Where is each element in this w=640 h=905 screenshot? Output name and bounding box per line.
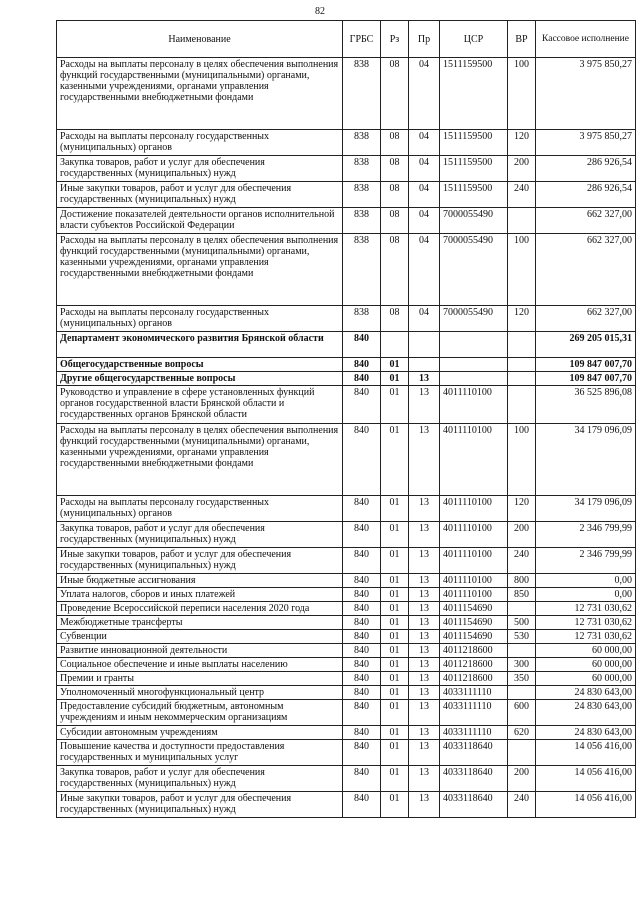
cell-name: Закупка товаров, работ и услуг для обеспечения государственных (муниципальных) нужд <box>57 766 343 792</box>
cell-pr: 13 <box>409 792 440 818</box>
cell-vr <box>508 386 536 424</box>
header-name: Наименование <box>57 21 343 58</box>
cell-csr: 4011154690 <box>440 630 508 644</box>
cell-rz: 01 <box>381 766 409 792</box>
cell-amount: 109 847 007,70 <box>536 358 636 372</box>
cell-csr: 4033111110 <box>440 726 508 740</box>
cell-csr: 4011110100 <box>440 548 508 574</box>
cell-grbs: 840 <box>343 630 381 644</box>
table-row <box>57 234 636 306</box>
cell-grbs: 840 <box>343 588 381 602</box>
cell-amount: 60 000,00 <box>536 658 636 672</box>
cell-pr: 13 <box>409 726 440 740</box>
cell-rz: 01 <box>381 372 409 386</box>
table-row <box>57 496 636 522</box>
cell-rz: 01 <box>381 792 409 818</box>
cell-amount: 662 327,00 <box>536 306 636 332</box>
cell-name: Уполномоченный многофункциональный центр <box>57 686 343 700</box>
cell-rz: 01 <box>381 630 409 644</box>
cell-grbs: 838 <box>343 182 381 208</box>
cell-name: Премии и гранты <box>57 672 343 686</box>
cell-grbs: 840 <box>343 686 381 700</box>
cell-rz: 01 <box>381 740 409 766</box>
cell-name: Иные закупки товаров, работ и услуг для обеспечения государственных (муниципальных) нужд <box>57 792 343 818</box>
cell-amount: 12 731 030,62 <box>536 602 636 616</box>
cell-name: Иные бюджетные ассигнования <box>57 574 343 588</box>
cell-vr: 240 <box>508 792 536 818</box>
cell-csr: 4011110100 <box>440 496 508 522</box>
cell-name: Проведение Всероссийской переписи населения 2020 года <box>57 602 343 616</box>
cell-grbs: 838 <box>343 58 381 130</box>
table-row <box>57 332 636 358</box>
cell-grbs: 840 <box>343 386 381 424</box>
cell-csr: 4033118640 <box>440 740 508 766</box>
cell-csr: 4011218600 <box>440 644 508 658</box>
cell-name: Достижение показателей деятельности органов исполнительной власти субъектов Российской Федерации <box>57 208 343 234</box>
cell-name: Иные закупки товаров, работ и услуг для обеспечения государственных (муниципальных) нужд <box>57 182 343 208</box>
cell-csr: 1511159500 <box>440 58 508 130</box>
cell-pr: 13 <box>409 740 440 766</box>
cell-vr: 100 <box>508 58 536 130</box>
cell-pr: 13 <box>409 766 440 792</box>
table-row <box>57 700 636 726</box>
cell-csr: 4011110100 <box>440 574 508 588</box>
page-number: 82 <box>315 6 325 17</box>
table-row <box>57 522 636 548</box>
cell-vr: 120 <box>508 306 536 332</box>
cell-amount: 662 327,00 <box>536 234 636 306</box>
cell-rz: 01 <box>381 616 409 630</box>
cell-amount: 0,00 <box>536 588 636 602</box>
cell-vr: 120 <box>508 496 536 522</box>
table-row <box>57 156 636 182</box>
cell-amount: 0,00 <box>536 574 636 588</box>
table-row <box>57 548 636 574</box>
cell-amount: 269 205 015,31 <box>536 332 636 358</box>
cell-pr: 13 <box>409 424 440 496</box>
cell-rz: 08 <box>381 182 409 208</box>
cell-grbs: 840 <box>343 548 381 574</box>
cell-name: Расходы на выплаты персоналу в целях обеспечения выполнения функций государственными (муниципальными) органами, казенными учреждениями, органами управления государственными внебюджетными фондами <box>57 58 343 130</box>
cell-grbs: 840 <box>343 522 381 548</box>
cell-grbs: 840 <box>343 574 381 588</box>
cell-amount: 60 000,00 <box>536 644 636 658</box>
cell-rz: 01 <box>381 548 409 574</box>
cell-name: Межбюджетные трансферты <box>57 616 343 630</box>
cell-pr: 13 <box>409 700 440 726</box>
header-amount: Кассовое исполнение <box>536 21 636 58</box>
cell-rz: 01 <box>381 574 409 588</box>
cell-vr: 850 <box>508 588 536 602</box>
cell-name: Общегосударственные вопросы <box>57 358 343 372</box>
cell-grbs: 838 <box>343 208 381 234</box>
cell-name: Расходы на выплаты персоналу в целях обеспечения выполнения функций государственными (муниципальными) органами, казенными учреждениями, органами управления государственными внебюджетными фондами <box>57 234 343 306</box>
cell-pr: 13 <box>409 548 440 574</box>
cell-vr: 100 <box>508 234 536 306</box>
cell-grbs: 840 <box>343 602 381 616</box>
cell-amount: 286 926,54 <box>536 182 636 208</box>
cell-vr: 200 <box>508 766 536 792</box>
cell-csr: 4011218600 <box>440 658 508 672</box>
table-row <box>57 672 636 686</box>
table-row <box>57 644 636 658</box>
cell-name: Предоставление субсидий бюджетным, автономным учреждениям и иным некоммерческим организациям <box>57 700 343 726</box>
cell-grbs: 840 <box>343 792 381 818</box>
cell-rz: 01 <box>381 496 409 522</box>
cell-rz: 01 <box>381 726 409 740</box>
cell-name: Департамент экономического развития Брянской области <box>57 332 343 358</box>
cell-pr <box>409 358 440 372</box>
cell-csr: 1511159500 <box>440 156 508 182</box>
cell-vr: 350 <box>508 672 536 686</box>
table-row <box>57 358 636 372</box>
cell-rz: 01 <box>381 588 409 602</box>
cell-name: Закупка товаров, работ и услуг для обеспечения государственных (муниципальных) нужд <box>57 156 343 182</box>
cell-pr: 13 <box>409 686 440 700</box>
cell-pr: 13 <box>409 616 440 630</box>
cell-csr: 4011110100 <box>440 424 508 496</box>
cell-pr: 04 <box>409 58 440 130</box>
cell-vr: 500 <box>508 616 536 630</box>
cell-amount: 36 525 896,08 <box>536 386 636 424</box>
cell-name: Иные закупки товаров, работ и услуг для обеспечения государственных (муниципальных) нужд <box>57 548 343 574</box>
table-row <box>57 726 636 740</box>
cell-csr <box>440 358 508 372</box>
cell-rz <box>381 332 409 358</box>
cell-amount: 34 179 096,09 <box>536 496 636 522</box>
cell-csr: 7000055490 <box>440 208 508 234</box>
cell-amount: 2 346 799,99 <box>536 548 636 574</box>
header-rz: Рз <box>381 21 409 58</box>
cell-csr: 4011110100 <box>440 588 508 602</box>
cell-csr: 4011218600 <box>440 672 508 686</box>
header-grbs: ГРБС <box>343 21 381 58</box>
cell-csr: 4011154690 <box>440 616 508 630</box>
cell-csr: 4011110100 <box>440 522 508 548</box>
cell-csr: 4033111110 <box>440 686 508 700</box>
cell-rz: 01 <box>381 700 409 726</box>
table-header-row <box>57 21 636 58</box>
cell-amount: 3 975 850,27 <box>536 58 636 130</box>
cell-grbs: 838 <box>343 234 381 306</box>
table-row <box>57 372 636 386</box>
cell-rz: 01 <box>381 386 409 424</box>
cell-rz: 01 <box>381 686 409 700</box>
table-row <box>57 740 636 766</box>
cell-vr: 200 <box>508 156 536 182</box>
cell-csr: 4033111110 <box>440 700 508 726</box>
budget-table <box>56 20 636 818</box>
cell-pr: 13 <box>409 672 440 686</box>
cell-rz: 01 <box>381 602 409 616</box>
table-row <box>57 424 636 496</box>
cell-amount: 12 731 030,62 <box>536 616 636 630</box>
cell-amount: 60 000,00 <box>536 672 636 686</box>
header-csr: ЦСР <box>440 21 508 58</box>
cell-grbs: 838 <box>343 130 381 156</box>
table-row <box>57 616 636 630</box>
cell-pr: 04 <box>409 182 440 208</box>
cell-pr: 13 <box>409 658 440 672</box>
cell-vr <box>508 686 536 700</box>
cell-amount: 662 327,00 <box>536 208 636 234</box>
cell-name: Повышение качества и доступности предоставления государственных и муниципальных услуг <box>57 740 343 766</box>
table-row <box>57 130 636 156</box>
cell-grbs: 840 <box>343 658 381 672</box>
cell-vr: 620 <box>508 726 536 740</box>
cell-amount: 14 056 416,00 <box>536 766 636 792</box>
cell-csr: 4011154690 <box>440 602 508 616</box>
cell-vr: 240 <box>508 548 536 574</box>
cell-name: Уплата налогов, сборов и иных платежей <box>57 588 343 602</box>
cell-vr: 100 <box>508 424 536 496</box>
cell-grbs: 838 <box>343 306 381 332</box>
cell-amount: 24 830 643,00 <box>536 686 636 700</box>
cell-grbs: 840 <box>343 740 381 766</box>
cell-amount: 109 847 007,70 <box>536 372 636 386</box>
cell-pr: 13 <box>409 372 440 386</box>
cell-csr: 4033118640 <box>440 792 508 818</box>
cell-pr: 13 <box>409 602 440 616</box>
table-row <box>57 602 636 616</box>
cell-rz: 08 <box>381 58 409 130</box>
cell-pr: 04 <box>409 130 440 156</box>
cell-grbs: 840 <box>343 616 381 630</box>
table-row <box>57 686 636 700</box>
cell-grbs: 838 <box>343 156 381 182</box>
cell-vr: 800 <box>508 574 536 588</box>
cell-amount: 24 830 643,00 <box>536 726 636 740</box>
cell-pr: 04 <box>409 208 440 234</box>
cell-grbs: 840 <box>343 358 381 372</box>
cell-rz: 08 <box>381 208 409 234</box>
table-row <box>57 306 636 332</box>
cell-csr: 4033118640 <box>440 766 508 792</box>
table-row <box>57 58 636 130</box>
table-row <box>57 630 636 644</box>
table-row <box>57 766 636 792</box>
cell-name: Другие общегосударственные вопросы <box>57 372 343 386</box>
cell-pr: 13 <box>409 522 440 548</box>
cell-pr: 13 <box>409 630 440 644</box>
cell-grbs: 840 <box>343 700 381 726</box>
cell-csr <box>440 372 508 386</box>
cell-pr <box>409 332 440 358</box>
cell-pr: 13 <box>409 574 440 588</box>
cell-vr <box>508 208 536 234</box>
cell-amount: 34 179 096,09 <box>536 424 636 496</box>
cell-amount: 3 975 850,27 <box>536 130 636 156</box>
cell-csr: 1511159500 <box>440 182 508 208</box>
cell-rz: 01 <box>381 424 409 496</box>
table-row <box>57 588 636 602</box>
table-row <box>57 182 636 208</box>
cell-rz: 08 <box>381 306 409 332</box>
cell-vr <box>508 740 536 766</box>
cell-csr: 7000055490 <box>440 306 508 332</box>
cell-pr: 13 <box>409 588 440 602</box>
cell-pr: 04 <box>409 234 440 306</box>
cell-grbs: 840 <box>343 726 381 740</box>
cell-name: Социальное обеспечение и иные выплаты населению <box>57 658 343 672</box>
cell-vr <box>508 602 536 616</box>
cell-pr: 04 <box>409 306 440 332</box>
cell-csr: 1511159500 <box>440 130 508 156</box>
cell-grbs: 840 <box>343 332 381 358</box>
header-vr: ВР <box>508 21 536 58</box>
cell-amount: 14 056 416,00 <box>536 740 636 766</box>
cell-grbs: 840 <box>343 424 381 496</box>
cell-name: Расходы на выплаты персоналу государственных (муниципальных) органов <box>57 496 343 522</box>
cell-amount: 24 830 643,00 <box>536 700 636 726</box>
table-row <box>57 574 636 588</box>
cell-pr: 13 <box>409 496 440 522</box>
cell-rz: 01 <box>381 672 409 686</box>
table-row <box>57 792 636 818</box>
cell-csr: 7000055490 <box>440 234 508 306</box>
cell-csr: 4011110100 <box>440 386 508 424</box>
cell-rz: 01 <box>381 522 409 548</box>
cell-rz: 08 <box>381 130 409 156</box>
cell-name: Субсидии автономным учреждениям <box>57 726 343 740</box>
cell-name: Руководство и управление в сфере установленных функций органов государственной власти Брянской области и государственных органов Брянской области <box>57 386 343 424</box>
cell-pr: 04 <box>409 156 440 182</box>
cell-pr: 13 <box>409 644 440 658</box>
cell-grbs: 840 <box>343 672 381 686</box>
cell-amount: 286 926,54 <box>536 156 636 182</box>
cell-vr: 530 <box>508 630 536 644</box>
table-row <box>57 386 636 424</box>
cell-name: Развитие инновационной деятельности <box>57 644 343 658</box>
cell-vr <box>508 372 536 386</box>
cell-csr <box>440 332 508 358</box>
cell-grbs: 840 <box>343 496 381 522</box>
cell-amount: 2 346 799,99 <box>536 522 636 548</box>
cell-grbs: 840 <box>343 766 381 792</box>
cell-amount: 14 056 416,00 <box>536 792 636 818</box>
cell-rz: 08 <box>381 234 409 306</box>
cell-amount: 12 731 030,62 <box>536 630 636 644</box>
cell-rz: 01 <box>381 644 409 658</box>
cell-name: Расходы на выплаты персоналу в целях обеспечения выполнения функций государственными (муниципальными) органами, казенными учреждениями, органами управления государственными внебюджетными фондами <box>57 424 343 496</box>
cell-vr: 120 <box>508 130 536 156</box>
cell-grbs: 840 <box>343 644 381 658</box>
cell-vr <box>508 358 536 372</box>
cell-vr: 240 <box>508 182 536 208</box>
cell-pr: 13 <box>409 386 440 424</box>
cell-vr <box>508 644 536 658</box>
table-row <box>57 658 636 672</box>
cell-name: Расходы на выплаты персоналу государственных (муниципальных) органов <box>57 130 343 156</box>
cell-vr: 300 <box>508 658 536 672</box>
cell-name: Закупка товаров, работ и услуг для обеспечения государственных (муниципальных) нужд <box>57 522 343 548</box>
cell-rz: 01 <box>381 358 409 372</box>
cell-vr: 200 <box>508 522 536 548</box>
cell-vr: 600 <box>508 700 536 726</box>
cell-name: Расходы на выплаты персоналу государственных (муниципальных) органов <box>57 306 343 332</box>
cell-vr <box>508 332 536 358</box>
cell-rz: 08 <box>381 156 409 182</box>
cell-name: Субвенции <box>57 630 343 644</box>
cell-grbs: 840 <box>343 372 381 386</box>
cell-rz: 01 <box>381 658 409 672</box>
header-pr: Пр <box>409 21 440 58</box>
table-row <box>57 208 636 234</box>
